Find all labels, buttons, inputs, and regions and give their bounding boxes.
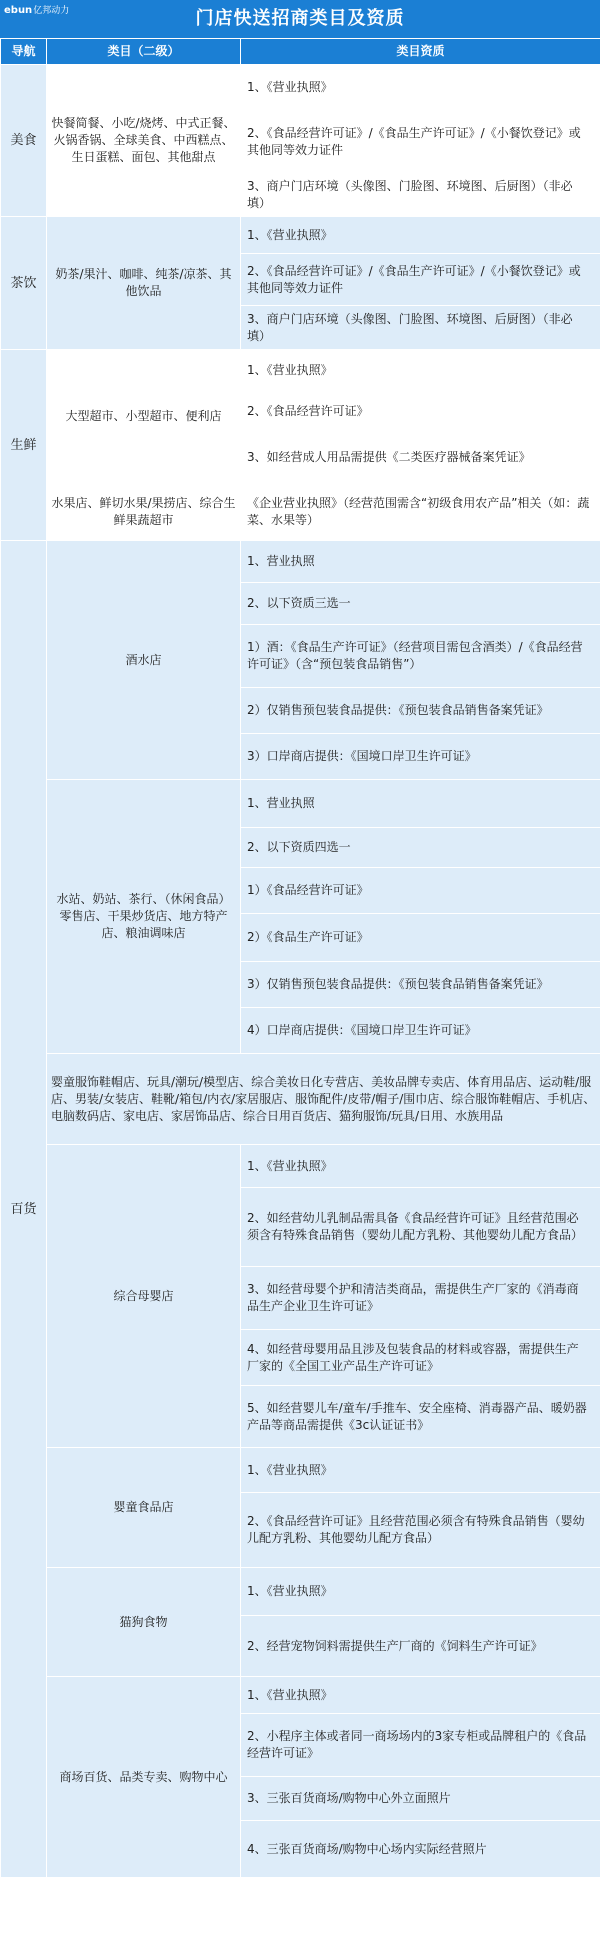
qualification-item: 1）《食品经营许可证》 <box>241 868 600 914</box>
qualification-item: 1）酒：《食品生产许可证》（经营项目需包含酒类）/《食品经营许可证》（含“预包装食品销售”） <box>241 625 600 688</box>
qualification-item: 1、营业执照 <box>241 780 600 828</box>
qualification-item: 2、以下资质三选一 <box>241 583 600 625</box>
header-qualification: 类目资质 <box>241 39 600 65</box>
qualification-item: 4、三张百货商场/购物中心场内实际经营照片 <box>241 1821 600 1878</box>
header-category: 类目（二级） <box>47 39 241 65</box>
qualification-item: 2、《食品经营许可证》 <box>241 392 600 432</box>
qualification-item: 3）口岸商店提供：《国境口岸卫生许可证》 <box>241 734 600 780</box>
nav-food: 美食 <box>1 65 47 217</box>
qualification-item: 4）口岸商店提供：《国境口岸卫生许可证》 <box>241 1008 600 1054</box>
title-banner <box>0 0 600 38</box>
qualification-item: 3、如经营成人用品需提供《二类医疗器械备案凭证》 <box>241 432 600 484</box>
category-tea: 奶茶/果汁、咖啡、纯茶/凉茶、其他饮品 <box>47 217 241 350</box>
qualification-item: 3、商户门店环境（头像图、门脸图、环境图、后厨图）（非必填） <box>241 174 600 217</box>
qualification-item: 1、营业执照 <box>241 541 600 583</box>
qualification-item: 1、《营业执照》 <box>241 1145 600 1188</box>
qualification-item: 《企业营业执照》（经营范围需含“初级食用农产品”相关（如：蔬菜、水果等） <box>241 484 600 541</box>
qualification-item: 3、如经营母婴个护和清洁类商品，需提供生产厂家的《消毒商品生产企业卫生许可证》 <box>241 1267 600 1330</box>
nav-tea: 茶饮 <box>1 217 47 350</box>
qualification-item: 3、商户门店环境（头像图、门脸图、环境图、后厨图）（非必填） <box>241 306 600 350</box>
qualification-item: 1、《营业执照》 <box>241 1568 600 1616</box>
qualification-item: 1、《营业执照》 <box>241 350 600 392</box>
qualification-item: 2、《食品经营许可证》且经营范围必须含有特殊食品销售（婴幼儿配方乳粉、其他婴幼儿配方食品） <box>241 1493 600 1568</box>
qualification-item: 3、三张百货商场/购物中心外立面照片 <box>241 1777 600 1821</box>
category-baby-food: 婴童食品店 <box>47 1448 241 1568</box>
qualification-item: 2、《食品经营许可证》/《食品生产许可证》/《小餐饮登记》或其他同等效力证件 <box>241 110 600 174</box>
qualification-item: 2）《食品生产许可证》 <box>241 914 600 962</box>
qualification-item: 1、《营业执照》 <box>241 217 600 254</box>
header-nav: 导航 <box>1 39 47 65</box>
category-mother-baby: 综合母婴店 <box>47 1145 241 1448</box>
qualification-item: 2）仅销售预包装食品提供：《预包装食品销售备案凭证》 <box>241 688 600 734</box>
category-general-retail: 婴童服饰鞋帽店、玩具/潮玩/模型店、综合美妆日化专营店、美妆品牌专卖店、体育用品店、运动鞋/服店、男装/女装店、鞋靴/箱包/内衣/家居服店、服饰配件/皮带/帽子/围巾店、综合服饰鞋帽店、手机店、电脑数码店、家电店、家居饰品店、综合日用百货店、猫狗服饰/玩具/日用、水族用品 <box>47 1054 600 1145</box>
qualification-item: 4、如经营母婴用品且涉及包装食品的材料或容器，需提供生产厂家的《全国工业产品生产许可证》 <box>241 1330 600 1386</box>
qualification-item: 3）仅销售预包装食品提供：《预包装食品销售备案凭证》 <box>241 962 600 1008</box>
qualification-item: 2、如经营幼儿乳制品需具备《食品经营许可证》且经营范围必须含有特殊食品销售（婴幼儿配方乳粉、其他婴幼儿配方食品） <box>241 1188 600 1267</box>
qualification-item: 2、小程序主体或者同一商场场内的3家专柜或品牌租户的《食品经营许可证》 <box>241 1714 600 1777</box>
qualification-item: 1、《营业执照》 <box>241 1448 600 1493</box>
category-fruit: 水果店、鲜切水果/果捞店、综合生鲜果蔬超市 <box>47 484 241 541</box>
category-mall: 商场百货、品类专卖、购物中心 <box>47 1677 241 1878</box>
qualification-item: 1、《营业执照》 <box>241 65 600 110</box>
category-table <box>0 38 600 1878</box>
qualification-item: 2、经营宠物饲料需提供生产厂商的《饲料生产许可证》 <box>241 1616 600 1677</box>
page-title: 门店快送招商类目及资质 <box>195 8 405 29</box>
nav-fresh: 生鲜 <box>1 350 47 541</box>
qualification-item: 2、《食品经营许可证》/《食品生产许可证》/《小餐饮登记》或其他同等效力证件 <box>241 254 600 306</box>
category-food: 快餐简餐、小吃/烧烤、中式正餐、火锅香锅、全球美食、中西糕点、生日蛋糕、面包、其他甜点 <box>47 65 241 217</box>
category-pet-food: 猫狗食物 <box>47 1568 241 1677</box>
category-liquor: 酒水店 <box>47 541 241 780</box>
category-supermarket: 大型超市、小型超市、便利店 <box>47 350 241 484</box>
qualification-item: 1、《营业执照》 <box>241 1677 600 1714</box>
nav-general: 百货 <box>1 541 47 1878</box>
qualification-item: 2、以下资质四选一 <box>241 828 600 868</box>
category-water-station: 水站、奶站、茶行、（休闲食品）零售店、干果炒货店、地方特产店、粮油调味店 <box>47 780 241 1054</box>
ebun-logo: ebun亿邦动力 <box>4 5 70 16</box>
qualification-item: 5、如经营婴儿车/童车/手推车、安全座椅、消毒器产品、暖奶器产品等商品需提供《3c认证证书》 <box>241 1386 600 1448</box>
